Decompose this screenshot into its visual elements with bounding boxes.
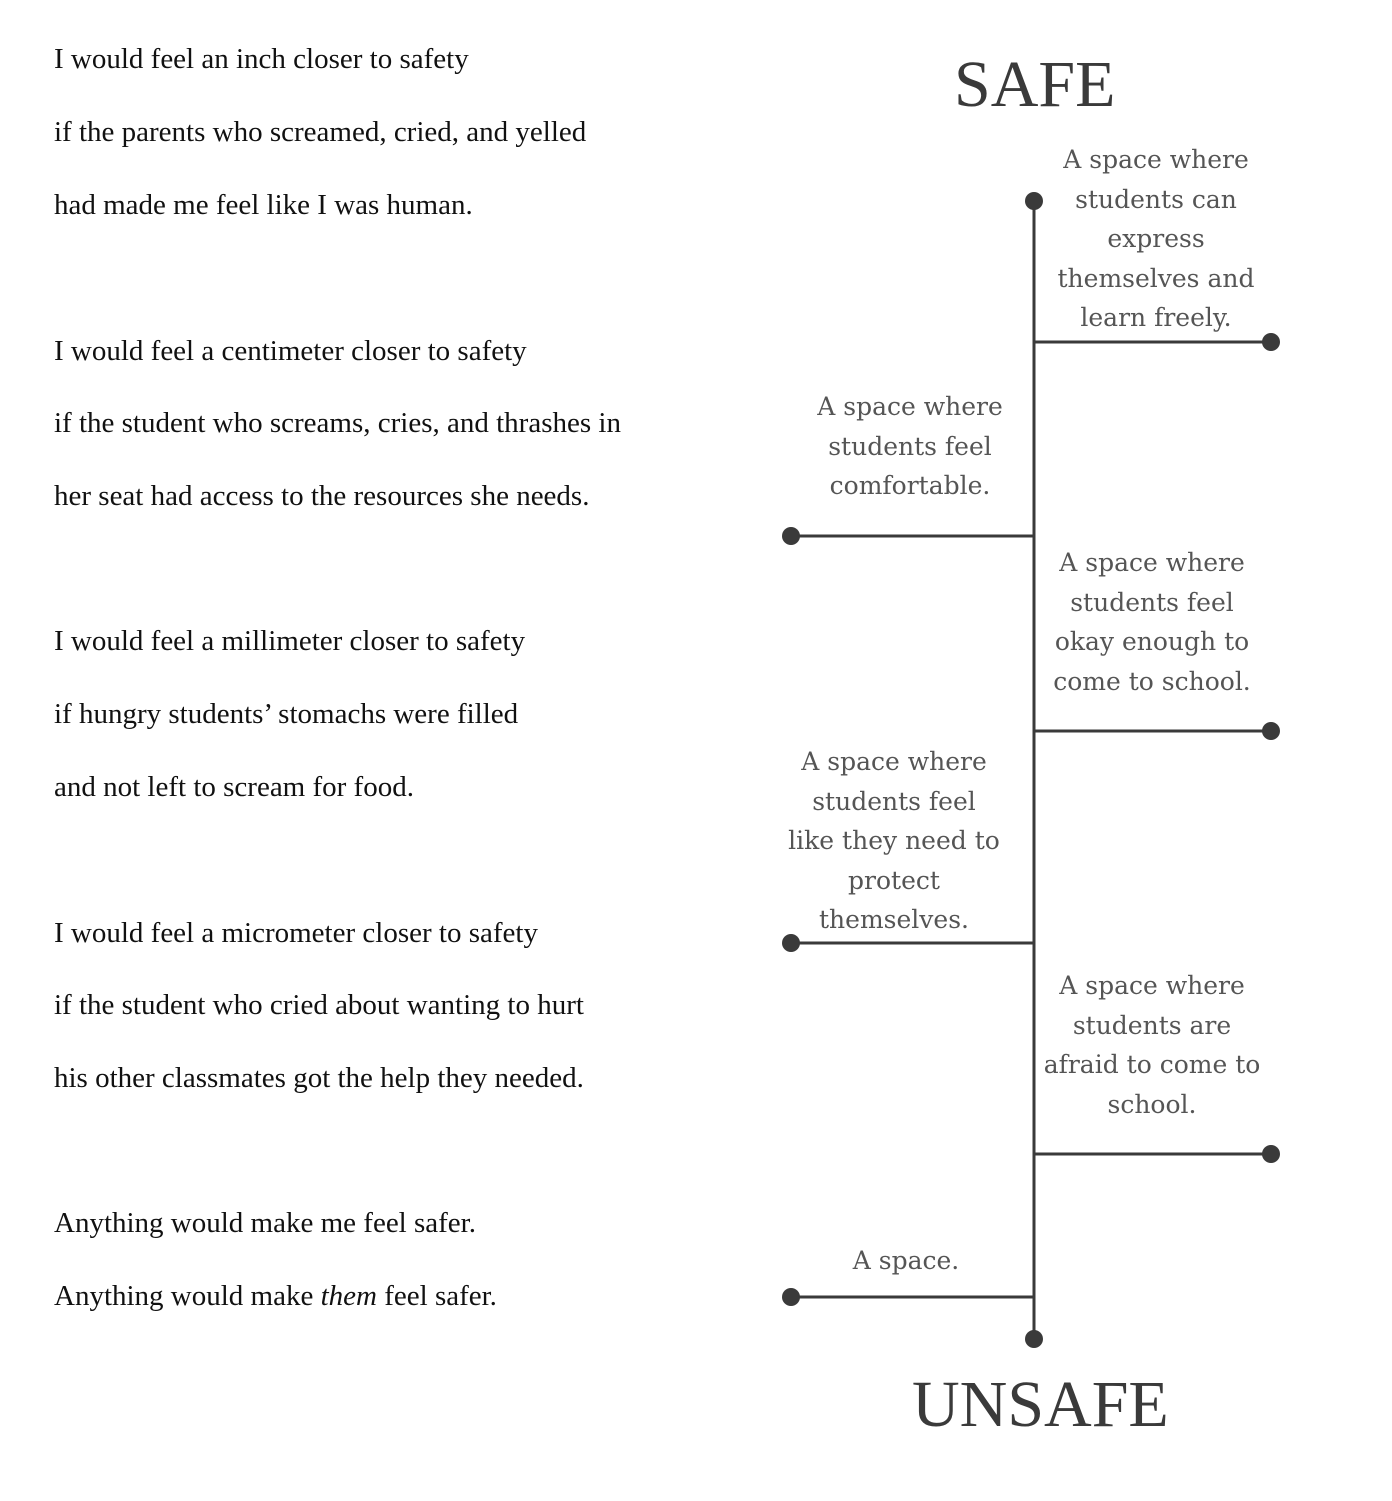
axis-bottom-node: [1025, 1330, 1043, 1348]
poem-line: if hungry students’ stomachs were filled: [54, 698, 519, 730]
poem-line: if the parents who screamed, cried, and yelled: [54, 116, 587, 148]
closing-emphasis: them: [320, 1280, 377, 1312]
level-node-5: [1262, 1145, 1280, 1163]
level-note-4: A space where students feel like they need to protect themselves.: [788, 747, 1000, 934]
level-node-6: [782, 1288, 800, 1306]
poem-line: if the student who screams, cries, and thrashes in: [54, 407, 621, 439]
poem-line: Anything would make me feel safer.: [54, 1207, 476, 1239]
level-note-1: A space where students can express themselves and learn freely.: [1057, 145, 1255, 332]
poem-line: I would feel an inch closer to safety: [54, 43, 469, 75]
poem-line: I would feel a micrometer closer to safety: [54, 917, 538, 949]
level-note-3: A space where students feel okay enough to come to school.: [1053, 548, 1251, 696]
level-note-5: A space where students are afraid to come to school.: [1043, 971, 1261, 1119]
poem-line: I would feel a millimeter closer to safety: [54, 625, 526, 657]
level-note-6: A space.: [852, 1246, 960, 1275]
poem-line: and not left to scream for food.: [54, 771, 414, 803]
poem-line: her seat had access to the resources she needs.: [54, 480, 590, 512]
closing-after: feel safer.: [376, 1280, 497, 1312]
level-node-3: [1262, 722, 1280, 740]
poem-line: I would feel a centimeter closer to safety: [54, 335, 527, 367]
poem-line: had made me feel like I was human.: [54, 189, 473, 221]
scale-bottom-label: UNSAFE: [912, 1368, 1169, 1441]
scale-top-label: SAFE: [954, 48, 1116, 121]
poem-line: his other classmates got the help they needed.: [54, 1062, 584, 1094]
closing-before: Anything would make: [54, 1280, 321, 1312]
level-node-2: [782, 527, 800, 545]
level-note-2: A space where students feel comfortable.: [817, 392, 1003, 500]
poem-line: if the student who cried about wanting to hurt: [54, 989, 584, 1021]
